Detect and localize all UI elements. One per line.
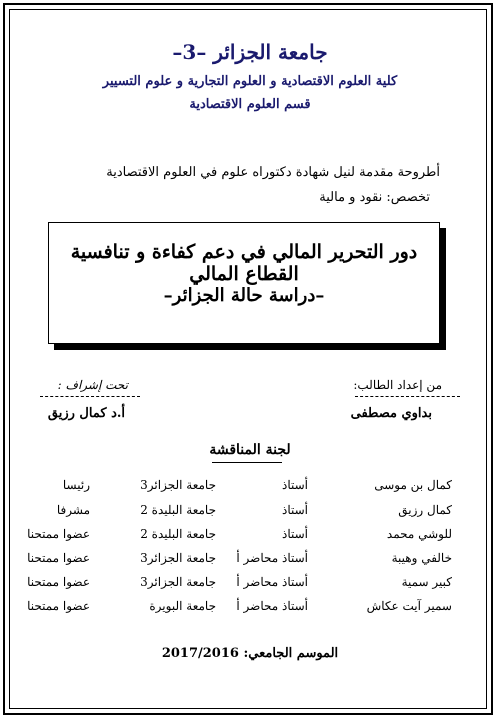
jury-member-role: عضوا ممتحنا <box>27 551 90 565</box>
student-label-underline <box>355 396 460 397</box>
jury-member-name: سمير آيت عكاش <box>366 599 452 613</box>
jury-member-rank: أستاذ محاضر أ <box>236 575 308 589</box>
jury-row <box>0 527 500 545</box>
department-name: قسم العلوم الاقتصادية <box>189 97 311 112</box>
jury-member-role: عضوا ممتحنا <box>27 527 90 541</box>
jury-member-rank: أستاذ <box>281 527 308 541</box>
student-label: من إعداد الطالب: <box>353 378 442 392</box>
specialization: تخصص: نقود و مالية <box>319 190 430 205</box>
jury-member-role: عضوا ممتحنا <box>27 575 90 589</box>
student-name: بداوي مصطفى <box>350 406 432 421</box>
jury-member-institution: جامعة البويرة <box>149 599 216 613</box>
title-box <box>48 222 440 344</box>
supervisor-label: تحت إشراف : <box>57 378 128 392</box>
jury-member-institution: جامعة البليدة 2 <box>140 503 216 517</box>
supervisor-name: أ.د كمال رزيق <box>47 406 125 421</box>
jury-member-institution: جامعة الجزائر3 <box>140 551 216 565</box>
jury-member-role: عضوا ممتحنا <box>27 599 90 613</box>
thesis-subtitle: –دراسة حالة الجزائر– <box>163 285 325 306</box>
thesis-title: دور التحرير المالي في دعم كفاءة و تنافسية القطاع المالي <box>70 241 418 285</box>
academic-season: الموسم الجامعي: 2017/2016 <box>161 646 339 661</box>
jury-member-role: رئيسا <box>62 478 90 492</box>
jury-member-institution: جامعة البليدة 2 <box>140 527 216 541</box>
jury-member-rank: أستاذ <box>281 503 308 517</box>
jury-member-name: للوشي محمد <box>386 527 452 541</box>
supervisor-label-underline <box>40 396 140 397</box>
faculty-name: كلية العلوم الاقتصادية و العلوم التجارية و علوم التسيير <box>102 74 398 89</box>
jury-row <box>0 551 500 569</box>
jury-member-rank: أستاذ <box>281 478 308 492</box>
jury-member-name: كمال رزيق <box>398 503 452 517</box>
jury-member-name: خالفي وهيبة <box>391 551 452 565</box>
jury-member-name: كبير سمية <box>401 575 452 589</box>
jury-member-rank: أستاذ محاضر أ <box>236 551 308 565</box>
jury-member-rank: أستاذ محاضر أ <box>236 599 308 613</box>
jury-member-name: كمال بن موسى <box>374 478 452 492</box>
jury-title: لجنة المناقشة <box>209 442 291 458</box>
jury-row <box>0 575 500 593</box>
jury-row <box>0 503 500 521</box>
jury-row <box>0 478 500 496</box>
university-name: جامعة الجزائر –3– <box>172 40 328 64</box>
jury-member-institution: جامعة الجزائر3 <box>140 575 216 589</box>
jury-member-institution: جامعة الجزائر3 <box>140 478 216 492</box>
jury-title-underline <box>212 462 282 463</box>
jury-member-role: مشرفا <box>56 503 90 517</box>
jury-row <box>0 599 500 617</box>
thesis-intro: أطروحة مقدمة لنيل شهادة دكتوراه علوم في العلوم الاقتصادية <box>106 165 440 180</box>
